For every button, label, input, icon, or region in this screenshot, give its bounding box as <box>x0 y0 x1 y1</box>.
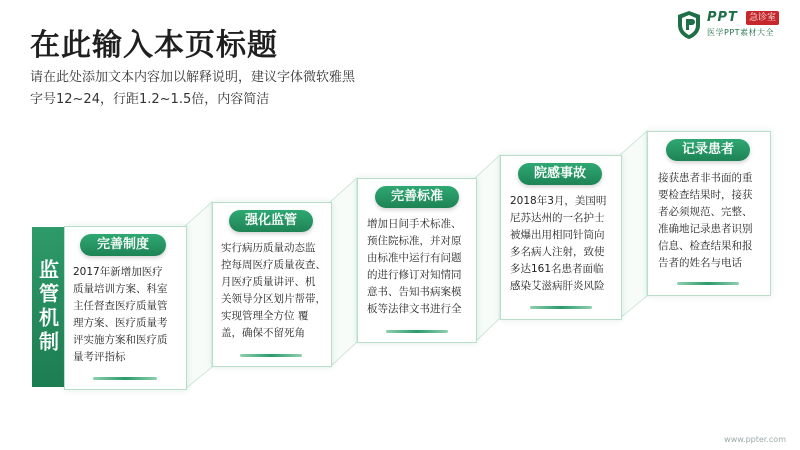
step-5-line: 信息、检查结果和报 <box>658 240 753 252</box>
step-4-line: 多达161名患者面临 <box>510 263 604 275</box>
step-3-line: 板等法律文书进行全 <box>367 303 462 315</box>
step-4-line: 感染艾滋病肝炎风险 <box>510 280 605 292</box>
step-2-line: 实现管理全方位 覆 <box>221 310 309 322</box>
step-5-text <box>658 170 768 272</box>
step-5-title: 记录患者 <box>666 139 750 161</box>
step-4-line: 2018年3月，美国明 <box>510 195 607 207</box>
step-5-underline <box>677 282 739 285</box>
step-1-line: 质量培训方案、科室 <box>73 283 168 295</box>
logo-tagline: 医学PPT素材大全 <box>707 28 775 37</box>
step-1-line: 2017年新增加医疗 <box>73 266 163 278</box>
step-3-underline <box>386 330 448 333</box>
step-4-underline <box>530 306 592 309</box>
step-5-line: 者必须规范、完整、 <box>658 206 753 218</box>
step-2-line: 实行病历质量动态监 <box>221 242 316 254</box>
step-3-line: 意书、告知书病案模 <box>367 286 462 298</box>
step-3-line: 增加日间手术标准、 <box>367 218 462 230</box>
step-5-line: 接获患者非书面的重 <box>658 172 753 184</box>
step-2-line: 控每周医疗质量夜查、 <box>221 259 326 271</box>
step-2-underline <box>240 354 302 357</box>
step-3-line: 预住院标准，并对原 <box>367 235 462 247</box>
side-label-text: 监管机制 <box>35 259 60 355</box>
step-2-line: 月医疗质量讲评、机 <box>221 276 316 288</box>
subtitle-line-1: 请在此处添加文本内容加以解释说明，建议字体微软雅黑 <box>30 70 356 85</box>
step-1-line: 评实施方案和医疗质 <box>73 334 168 346</box>
mechanism-side-label <box>32 227 64 387</box>
step-4-line: 尼苏达州的一名护士 <box>510 212 605 224</box>
step-2-text <box>221 240 329 342</box>
step-1-underline <box>93 377 157 380</box>
step-4-text <box>510 193 620 295</box>
step-3-line: 的进行修订对知情同 <box>367 269 462 281</box>
page-title: 在此输入本页标题 <box>30 28 278 63</box>
step-2-line: 关领导分区划片帮带， <box>221 293 326 305</box>
step-1-text <box>73 264 183 366</box>
watermark-text: www.ppter.com <box>724 435 786 444</box>
step-3-title: 完善标准 <box>375 186 459 208</box>
step-3-text <box>367 216 475 318</box>
step-4-title: 院感事故 <box>518 163 602 185</box>
step-5-line: 要检查结果时，接获 <box>658 189 753 201</box>
step-1-line: 主任督查医疗质量管 <box>73 300 168 312</box>
step-3-line: 由标准中运行有问题 <box>367 252 462 264</box>
step-2-line: 盖，确保不留死角 <box>221 327 305 339</box>
step-1-title: 完善制度 <box>80 234 166 256</box>
step-5-line: 准确地记录患者识别 <box>658 223 753 235</box>
subtitle-line-2: 字号12~24，行距1.2~1.5倍，内容简洁 <box>30 92 270 107</box>
step-4-line: 被爆出用相同针筒向 <box>510 229 605 241</box>
step-1-line: 理方案、医疗质量考 <box>73 317 168 329</box>
logo-brand: PPT <box>707 10 738 25</box>
step-2-title: 强化监管 <box>229 210 313 232</box>
step-4-line: 多名病人注射，致使 <box>510 246 605 258</box>
logo-badge: 急诊室 <box>746 11 779 25</box>
step-1-line: 量考评指标 <box>73 351 126 363</box>
step-5-line: 告者的姓名与电话 <box>658 257 742 269</box>
